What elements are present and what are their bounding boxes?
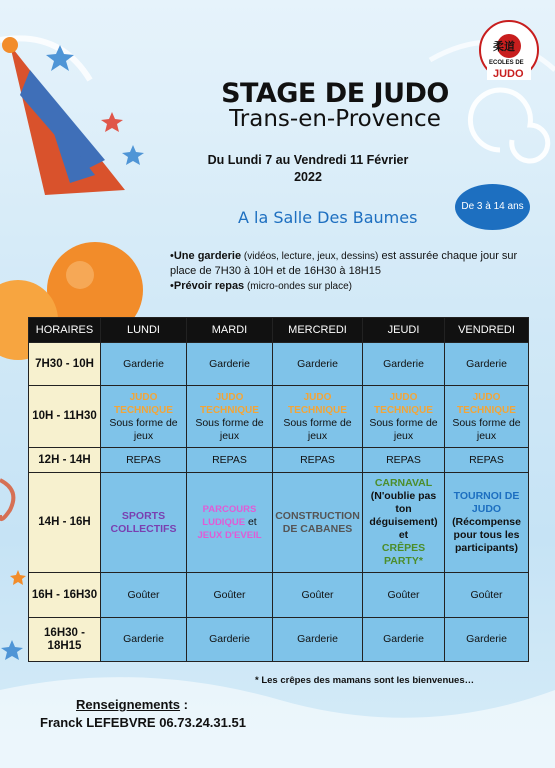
logo-text-top: ECOLES DE <box>489 60 524 66</box>
tournoi-label: TOURNOI DE JUDO <box>453 490 520 515</box>
star-icon <box>122 145 144 165</box>
dates-line-2: 2022 <box>294 170 322 184</box>
sports-label: SPORTS COLLECTIFS <box>110 509 177 535</box>
info-garderie-text: est assurée chaque jour sur place de 7H30 à 10H et de 16H30 à 18H15 <box>170 250 518 277</box>
activity-cell: Garderie <box>445 343 529 386</box>
carnaval-label: CARNAVAL <box>374 477 433 489</box>
activity-cell <box>101 386 187 448</box>
header-mercredi: MERCREDI <box>273 318 363 343</box>
swirl-icon <box>470 90 547 161</box>
info-repas-small: (micro-ondes sur place) <box>244 281 352 292</box>
activity-cell <box>363 386 445 448</box>
judo-logo <box>479 16 539 88</box>
activity-cell <box>363 473 445 573</box>
header-lundi: LUNDI <box>101 318 187 343</box>
event-dates <box>188 152 428 186</box>
activity-cell: REPAS <box>273 448 363 473</box>
activity-cell: Garderie <box>363 343 445 386</box>
activity-cell: Garderie <box>101 618 187 662</box>
activity-cell: REPAS <box>187 448 273 473</box>
hour-cell: 14H - 16H <box>29 473 101 573</box>
hour-cell: 12H - 14H <box>29 448 101 473</box>
header-mardi: MARDI <box>187 318 273 343</box>
header-horaires: HORAIRES <box>29 318 101 343</box>
activity-cell <box>187 386 273 448</box>
contact-heading-colon: : <box>180 697 188 712</box>
logo-kanji: 柔道 <box>493 40 515 53</box>
info-garderie-small: (vidéos, lecture, jeux, dessins) <box>241 251 379 262</box>
activity-cell: REPAS <box>445 448 529 473</box>
parcours-label: PARCOURS LUDIQUE <box>202 504 257 528</box>
star-icon <box>10 570 26 585</box>
table-row <box>29 573 529 618</box>
crepes-label: CRÊPES PARTY* <box>381 542 426 567</box>
hour-cell: 16H - 16H30 <box>29 573 101 618</box>
mardi-et: et <box>245 516 257 528</box>
carnaval-sub: (N'oublie pas ton déguisement) et <box>369 490 438 541</box>
activity-cell: Goûter <box>273 573 363 618</box>
dates-line-1: Du Lundi 7 au Vendredi 11 Février <box>207 153 409 167</box>
info-garderie-bold: Une garderie <box>173 250 242 262</box>
age-badge: De 3 à 14 ans <box>455 184 530 230</box>
info-garderie: •Une garderie (vidéos, lecture, jeux, dessins) est assurée chaque jour sur place de 7H30 à 10H et de 16H30 à 18H15 <box>170 250 518 277</box>
tournoi-sub: (Récompense pour tous les participants) <box>452 516 521 554</box>
activity-cell <box>445 386 529 448</box>
page-title: STAGE DE JUDO <box>221 78 449 109</box>
activity-cell <box>187 473 273 573</box>
info-repas-bold: Prévoir repas <box>173 280 245 292</box>
table-row <box>29 448 529 473</box>
activity-cell: Goûter <box>363 573 445 618</box>
activity-cell: Garderie <box>363 618 445 662</box>
star-icon <box>46 45 74 71</box>
judo-label: JUDO TECHNIQUE <box>457 391 516 416</box>
contact-heading-text: Renseignements <box>76 697 181 712</box>
contact-heading <box>76 697 188 712</box>
hour-cell: 7H30 - 10H <box>29 343 101 386</box>
activity-cell: REPAS <box>101 448 187 473</box>
activity-cell <box>273 473 363 573</box>
star-icon <box>1 640 23 660</box>
footnote: * Les crêpes des mamans sont les bienvenues… <box>255 675 475 686</box>
star-icon <box>101 112 123 132</box>
info-repas: •Prévoir repas (micro-ondes sur place) <box>170 280 352 292</box>
table-row <box>29 343 529 386</box>
table-row <box>29 473 529 573</box>
contact-info: Franck LEFEBVRE 06.73.24.31.51 <box>40 715 246 730</box>
activity-cell <box>101 473 187 573</box>
activity-cell <box>273 386 363 448</box>
schedule-table <box>28 317 529 662</box>
judo-sub: Sous forme de jeux <box>283 416 352 442</box>
table-row <box>29 386 529 448</box>
judo-sub: Sous forme de jeux <box>109 416 178 442</box>
table-header-row <box>29 318 529 343</box>
activity-cell: Goûter <box>187 573 273 618</box>
judo-sub: Sous forme de jeux <box>369 416 438 442</box>
page-subtitle: Trans-en-Provence <box>229 106 441 132</box>
info-block <box>170 249 540 294</box>
hour-cell: 10H - 11H30 <box>29 386 101 448</box>
header-vendredi: VENDREDI <box>445 318 529 343</box>
activity-cell: Garderie <box>101 343 187 386</box>
judo-sub: Sous forme de jeux <box>195 416 264 442</box>
table-row <box>29 618 529 662</box>
activity-cell: Goûter <box>445 573 529 618</box>
judo-label: JUDO TECHNIQUE <box>200 391 259 416</box>
judo-label: JUDO TECHNIQUE <box>374 391 433 416</box>
cabanes-label: CONSTRUCTION DE CABANES <box>275 509 360 535</box>
activity-cell: Garderie <box>445 618 529 662</box>
activity-cell: Goûter <box>101 573 187 618</box>
activity-cell: Garderie <box>273 618 363 662</box>
logo-text-main: JUDO <box>493 68 524 80</box>
venue-label: A la Salle Des Baumes <box>238 208 418 227</box>
activity-cell: REPAS <box>363 448 445 473</box>
judo-sub: Sous forme de jeux <box>452 416 521 442</box>
judo-label: JUDO TECHNIQUE <box>288 391 347 416</box>
jeux-label: JEUX D'EVEIL <box>197 530 262 541</box>
header-jeudi: JEUDI <box>363 318 445 343</box>
activity-cell: Garderie <box>187 618 273 662</box>
activity-cell: Garderie <box>187 343 273 386</box>
activity-cell <box>445 473 529 573</box>
activity-cell: Garderie <box>273 343 363 386</box>
hour-cell: 16H30 - 18H15 <box>29 618 101 662</box>
judo-label: JUDO TECHNIQUE <box>114 391 173 416</box>
